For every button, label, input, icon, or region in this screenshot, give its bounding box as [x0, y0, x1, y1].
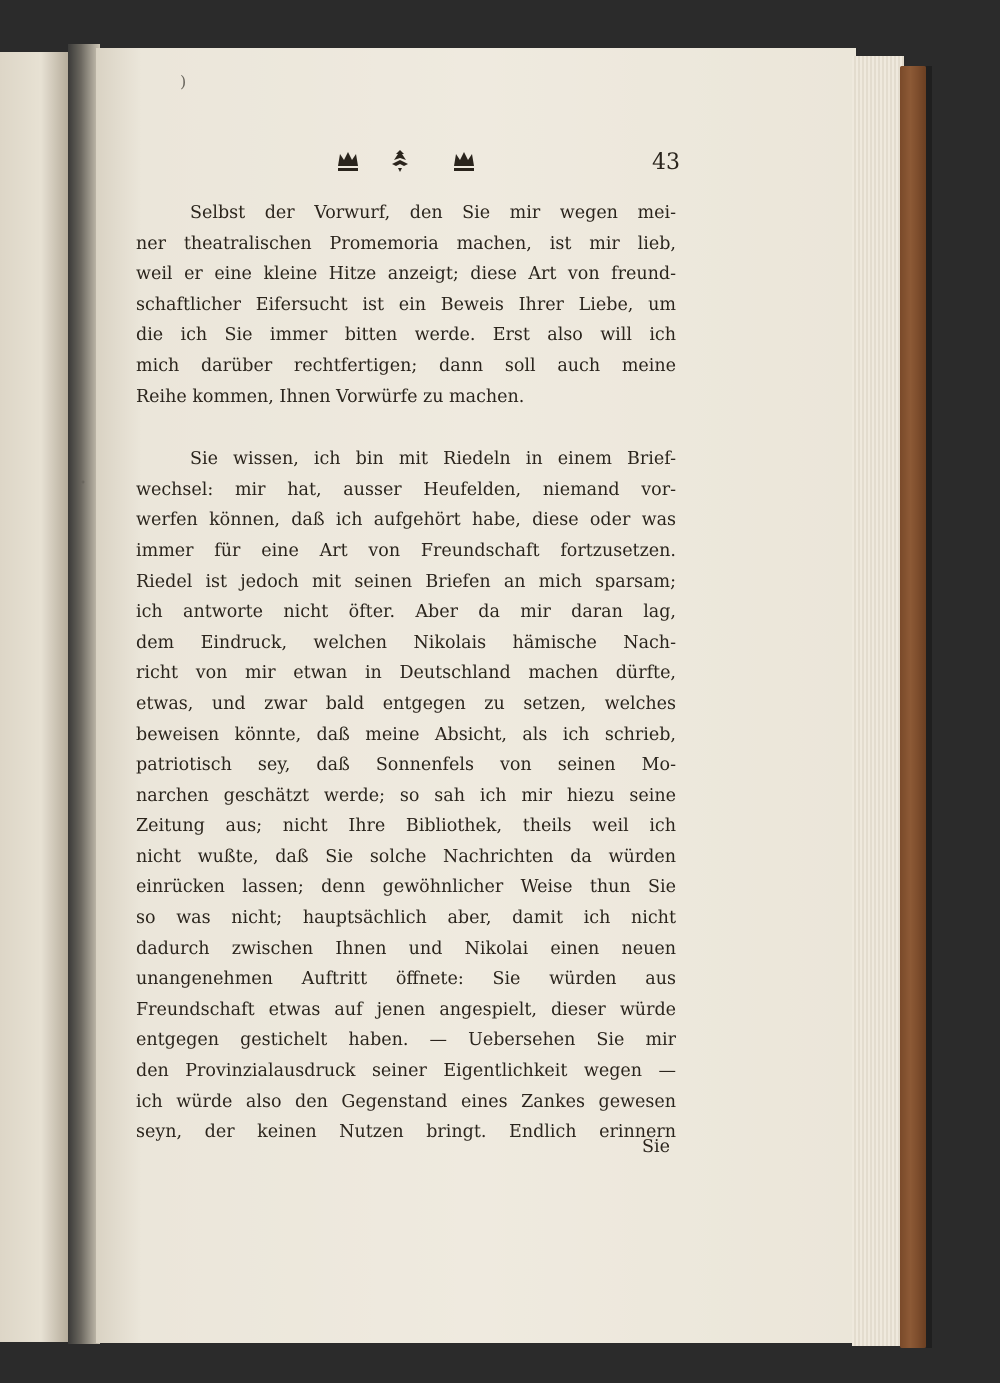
text-line: Riedel ist jedoch mit seinen Briefen an mich sparsam;	[136, 571, 676, 592]
cover-shadow	[926, 66, 932, 1348]
book-cover-edge	[900, 66, 926, 1348]
text-line: mich darüber rechtfertigen; dann soll auch meine	[136, 355, 676, 376]
text-line: schaftlicher Eifersucht ist ein Beweis Ihrer Liebe, um	[136, 294, 676, 315]
text-line: unangenehmen Auftritt öffnete: Sie würden aus	[136, 969, 676, 990]
text-line: beweisen könnte, daß meine Absicht, als ich schrieb,	[136, 724, 676, 745]
text-line: werfen können, daß ich aufgehört habe, diese oder was	[136, 510, 676, 531]
text-line: Zeitung aus; nicht Ihre Bibliothek, theils weil ich	[136, 816, 676, 837]
text-line: die ich Sie immer bitten werde. Erst also will ich	[136, 325, 676, 346]
paragraph	[136, 198, 676, 412]
text-line: Selbst der Vorwurf, den Sie mir wegen mei-	[190, 203, 676, 223]
text-line: den Provinzialausdruck seiner Eigentlichkeit wegen —	[136, 1061, 676, 1082]
text-line: nicht wußte, daß Sie solche Nachrichten da würden	[136, 846, 676, 867]
text-line: einrücken lassen; denn gewöhnlicher Weise thun Sie	[136, 877, 676, 898]
paragraph	[136, 444, 676, 1148]
text-line: richt von mir etwan in Deutschland machen dürfte,	[136, 663, 676, 684]
stray-dot: •	[80, 478, 86, 489]
page-edges	[852, 56, 904, 1346]
text-line: etwas, und zwar bald entgegen zu setzen, welches	[136, 693, 676, 714]
text-line: Reihe kommen, Ihnen Vorwürfe zu machen.	[136, 386, 525, 407]
crown-ornament-icon	[336, 146, 486, 176]
text-line: patriotisch sey, daß Sonnenfels von seinen Mo-	[136, 755, 676, 776]
text-line: entgegen gestichelt haben. — Uebersehen Sie mir	[136, 1030, 676, 1051]
text-line: dadurch zwischen Ihnen und Nikolai einen neuen	[136, 938, 676, 959]
text-line: narchen geschätzt werde; so sah ich mir hiezu seine	[136, 785, 676, 806]
body-text	[136, 198, 676, 1148]
text-line: ich antworte nicht öfter. Aber da mir daran lag,	[136, 602, 676, 623]
text-line: ner theatralischen Promemoria machen, ist mir lieb,	[136, 233, 676, 254]
text-line: Sie wissen, ich bin mit Riedeln in einem Brief-	[190, 449, 676, 470]
text-line: wechsel: mir hat, ausser Heufelden, niemand vor-	[136, 479, 676, 500]
catchword: Sie	[642, 1137, 670, 1157]
page-number: 43	[652, 150, 680, 175]
left-page-edge	[0, 52, 68, 1342]
text-line: seyn, der keinen Nutzen bringt. Endlich erinnern	[136, 1122, 676, 1143]
text-line: Freundschaft etwas auf jenen angespielt, dieser würde	[136, 999, 676, 1020]
text-line: ich würde also den Gegenstand eines Zankes gewesen	[136, 1091, 676, 1112]
text-line: so was nicht; hauptsächlich aber, damit ich nicht	[136, 908, 676, 929]
crown-ornament	[336, 146, 486, 176]
text-line: dem Eindruck, welchen Nikolais hämische Nach-	[136, 632, 676, 653]
stray-mark: )	[180, 72, 187, 91]
text-line: immer für eine Art von Freundschaft fortzusetzen.	[136, 540, 676, 561]
text-line: weil er eine kleine Hitze anzeigt; diese Art von freund-	[136, 264, 676, 285]
